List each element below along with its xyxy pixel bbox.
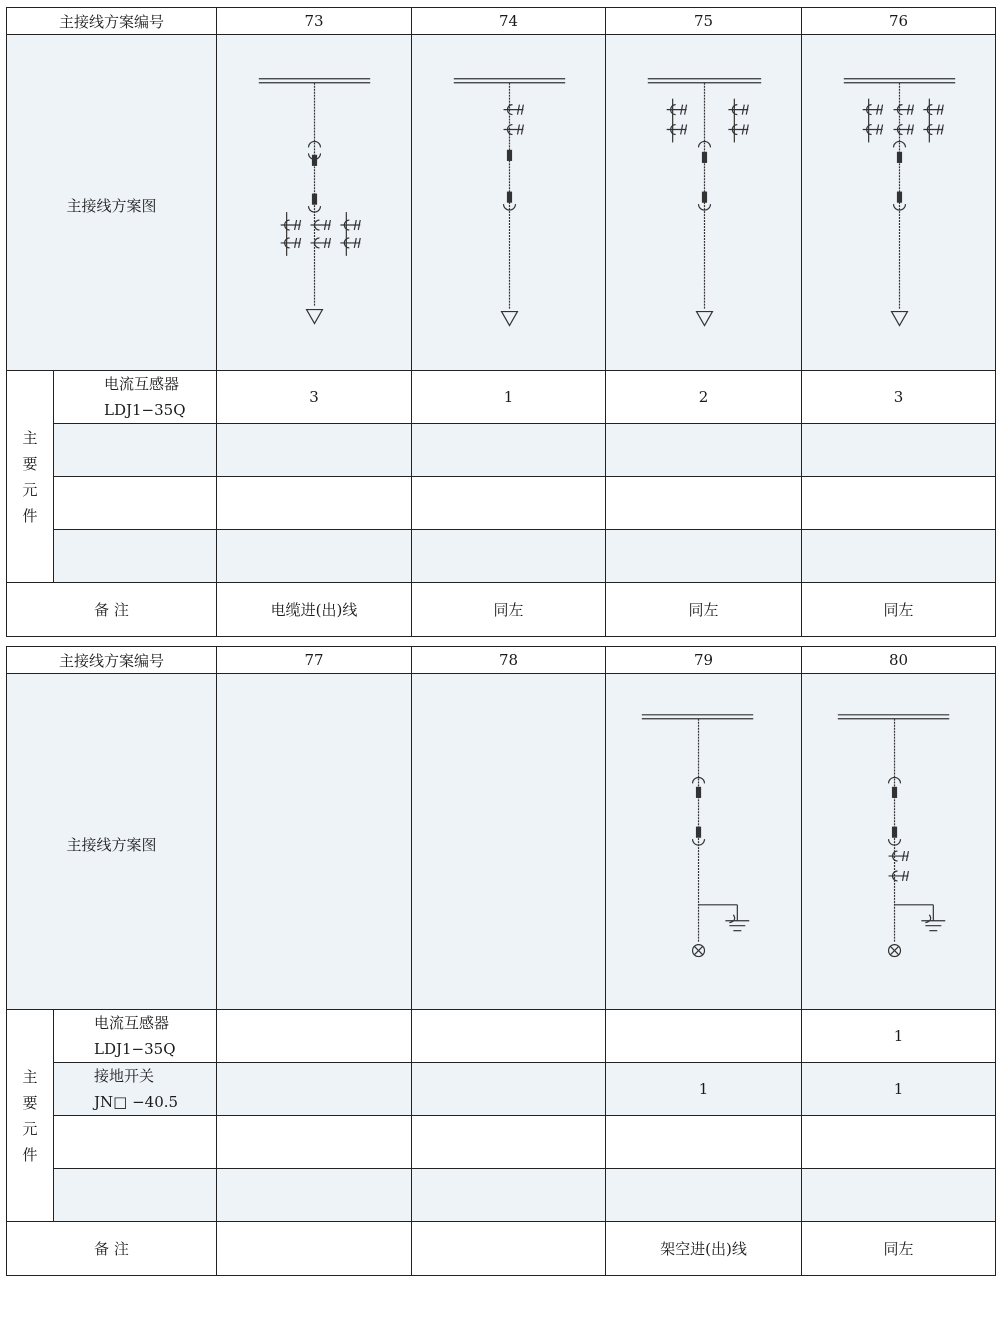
scheme-number: 79 xyxy=(606,647,802,674)
remark: 架空进(出)线 xyxy=(606,1222,802,1276)
scheme-table-2 xyxy=(6,646,996,1276)
group-char: 主 xyxy=(22,1067,38,1086)
wiring-diagram-73-svg xyxy=(217,35,411,369)
scheme-number: 78 xyxy=(412,647,606,674)
component-name: 接地开关 xyxy=(94,1067,155,1085)
component-row xyxy=(7,1010,996,1063)
scheme-number: 75 xyxy=(606,8,802,35)
component-qty xyxy=(217,1010,412,1063)
component-qty: 1 xyxy=(412,371,606,424)
component-qty xyxy=(217,424,412,477)
component-qty xyxy=(606,1116,802,1169)
remark-label: 备 注 xyxy=(7,583,217,637)
header-row xyxy=(7,647,996,674)
component-qty: 3 xyxy=(802,371,996,424)
wiring-diagram-75 xyxy=(606,35,802,371)
remark: 同左 xyxy=(606,583,802,637)
scheme-number: 76 xyxy=(802,8,996,35)
group-char: 件 xyxy=(22,506,38,525)
component-qty xyxy=(412,1169,606,1222)
component-qty xyxy=(802,1116,996,1169)
component-qty: 2 xyxy=(606,371,802,424)
component-qty xyxy=(217,1116,412,1169)
component-qty xyxy=(606,1010,802,1063)
remark: 同左 xyxy=(802,583,996,637)
remark xyxy=(412,1222,606,1276)
group-char: 元 xyxy=(22,1119,38,1138)
wiring-diagram-73 xyxy=(217,35,412,371)
component-row xyxy=(7,1169,996,1222)
component-model: LDJ1−35Q xyxy=(104,401,186,419)
component-qty xyxy=(606,1169,802,1222)
remark-row xyxy=(7,1222,996,1276)
scheme-table-1 xyxy=(6,7,996,637)
wiring-diagram-77 xyxy=(217,674,412,1010)
component-row xyxy=(7,1116,996,1169)
component-qty xyxy=(412,1116,606,1169)
component-qty xyxy=(606,424,802,477)
component-qty xyxy=(802,477,996,530)
diagram-row xyxy=(7,674,996,1010)
header-row xyxy=(7,8,996,35)
component-label xyxy=(54,371,217,424)
component-qty xyxy=(802,1169,996,1222)
wiring-diagram-76-svg xyxy=(802,35,995,369)
component-qty xyxy=(412,1010,606,1063)
component-label xyxy=(54,1063,217,1116)
component-qty: 1 xyxy=(606,1063,802,1116)
diagram-label: 主接线方案图 xyxy=(7,35,217,371)
remark xyxy=(217,1222,412,1276)
remark: 同左 xyxy=(802,1222,996,1276)
component-name: 电流互感器 xyxy=(94,1014,170,1032)
header-label: 主接线方案编号 xyxy=(7,8,217,35)
component-qty xyxy=(412,530,606,583)
component-qty xyxy=(606,477,802,530)
component-row xyxy=(7,477,996,530)
component-qty xyxy=(217,1169,412,1222)
group-label xyxy=(7,1010,54,1222)
component-model: LDJ1−35Q xyxy=(94,1040,176,1058)
group-char: 主 xyxy=(22,428,38,447)
group-char: 元 xyxy=(22,480,38,499)
component-qty xyxy=(217,1063,412,1116)
component-qty xyxy=(412,477,606,530)
component-label xyxy=(54,1169,217,1222)
component-name: 电流互感器 xyxy=(104,375,180,393)
component-qty xyxy=(802,424,996,477)
component-row xyxy=(7,424,996,477)
scheme-number: 73 xyxy=(217,8,412,35)
component-row xyxy=(7,1063,996,1116)
component-row xyxy=(7,371,996,424)
component-row xyxy=(7,530,996,583)
scheme-number: 80 xyxy=(802,647,996,674)
wiring-diagram-76 xyxy=(802,35,996,371)
component-label xyxy=(54,1116,217,1169)
group-char: 要 xyxy=(22,454,38,473)
component-qty xyxy=(802,530,996,583)
wiring-diagram-74 xyxy=(412,35,606,371)
component-qty: 1 xyxy=(802,1063,996,1116)
component-qty xyxy=(217,477,412,530)
component-qty: 1 xyxy=(802,1010,996,1063)
component-qty xyxy=(412,424,606,477)
wiring-diagram-80 xyxy=(802,674,996,1010)
component-qty xyxy=(217,530,412,583)
component-qty xyxy=(412,1063,606,1116)
component-label xyxy=(54,477,217,530)
diagram-label: 主接线方案图 xyxy=(7,674,217,1010)
remark: 电缆进(出)线 xyxy=(217,583,412,637)
component-qty xyxy=(606,530,802,583)
wiring-diagram-79 xyxy=(606,674,802,1010)
wiring-diagram-75-svg xyxy=(606,35,801,369)
component-label xyxy=(54,1010,217,1063)
wiring-diagram-78 xyxy=(412,674,606,1010)
remark: 同左 xyxy=(412,583,606,637)
component-label xyxy=(54,424,217,477)
remark-row xyxy=(7,583,996,637)
group-label xyxy=(7,371,54,583)
wiring-diagram-74-svg xyxy=(412,35,605,369)
wiring-diagram-80-svg xyxy=(802,674,995,1008)
component-label xyxy=(54,530,217,583)
component-model: JN□ −40.5 xyxy=(94,1093,179,1111)
component-qty: 3 xyxy=(217,371,412,424)
scheme-number: 74 xyxy=(412,8,606,35)
group-char: 件 xyxy=(22,1145,38,1164)
remark-label: 备 注 xyxy=(7,1222,217,1276)
wiring-diagram-79-svg xyxy=(606,674,801,1008)
diagram-row xyxy=(7,35,996,371)
group-char: 要 xyxy=(22,1093,38,1112)
header-label: 主接线方案编号 xyxy=(7,647,217,674)
scheme-number: 77 xyxy=(217,647,412,674)
